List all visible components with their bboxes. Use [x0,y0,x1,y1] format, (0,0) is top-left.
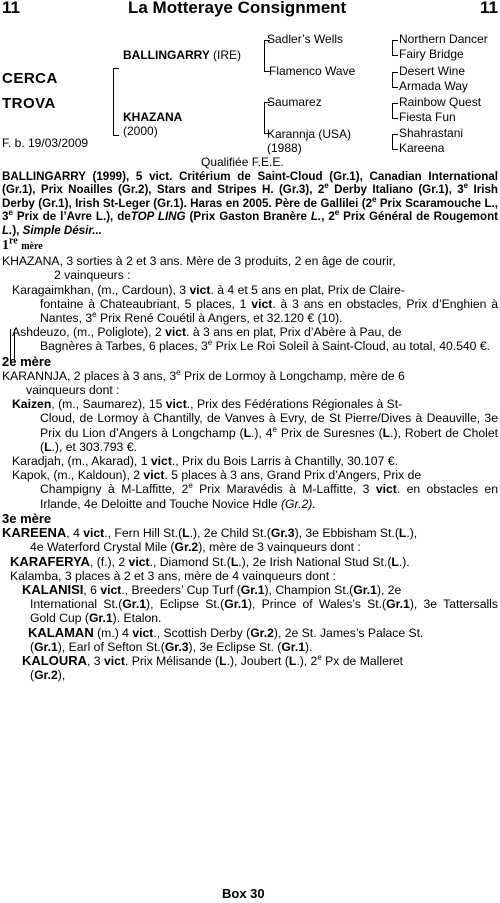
produce-ashdeuzo-cont: Bagnères à Tarbes, 6 places, 3e Prix Le Roi Soleil à Saint-Cloud, au total, 40.540 €. [40,338,491,354]
consignment-title: La Motteraye Consignment [128,0,347,17]
ancestor-sss: Northern Dancer [399,32,488,46]
produce-kaloura-cont: (Gr.2), [30,668,66,683]
produce-karagaimkhan-cont: fontaine à Chateaubriant, 5 places, 1 vict. à 3 ans en obstacles, Prix d’Enghien à Nantes, 3e Prix René Couétil à Angers, et 32.120 € (10). [40,296,499,326]
dam-dam: Karannja (USA) [267,127,352,141]
sire-dam: Flamenco Wave [269,64,356,78]
horse-name-line2: TROVA [2,95,56,112]
second-dam-record-cont: vainqueurs dont : [26,383,120,398]
lot-number-left: 11 [2,0,20,17]
sire-name: BALLINGARRY (IRE) [123,48,242,62]
margin-rule-1 [10,329,11,361]
horse-info: F. b. 19/03/2009 [2,136,89,150]
produce-karaferya: KARAFERYA, (f.), 2 vict., Diamond St.(L.), 2e Irish National Stud St.(L.). [10,553,410,569]
produce-kalanisi: KALANISI, 6 vict., Breeders’ Cup Turf (Gr.1), Champion St.(Gr.1), 2e [22,581,402,597]
bracket-sd [392,72,398,88]
margin-rule-2 [14,329,15,361]
third-dam-record: KAREENA, 4 vict., Fern Hill St.(L.), 2e Child St.(Gr.3), 3e Ebbisham St.(L.), [2,525,418,541]
ancestor-dsd: Fiesta Fun [399,110,456,124]
produce-kaloura: KALOURA, 3 vict. Prix Mélisande (L.), Joubert (L.), 2e Px de Malleret [22,652,404,668]
dam-record: KHAZANA, 3 sorties à 2 et 3 ans. Mère de 3 produits, 2 en âge de courir, [2,254,396,269]
dam-year: (2000) [123,124,158,138]
produce-kaizen: Kaizen, (m., Saumarez), 15 vict., Prix des Fédérations Régionales à St- [12,397,403,412]
produce-karagaimkhan: Karagaimkhan, (m., Cardoun), 3 vict. à 4 et 5 ans en plat, Prix de Claire- [12,282,405,297]
produce-kapok: Kapok, (m., Kaldoun), 2 vict. 5 places à 3 ans, Grand Prix d’Angers, Prix de [12,468,422,483]
produce-ashdeuzo: Ashdeuzo, (m., Poliglote), 2 vict. à 3 ans en plat, Prix d’Abère à Pau, de [12,325,402,340]
sire-record: BALLINGARRY (1999), 5 vict. Critérium de Saint-Cloud (Gr.1), Canadian International (Gr.1), Prix Noailles (Gr.2), Stars and Stripes H. (Gr.3), 2e Derby Italiano (Gr.1), 3e Irish Derby (Gr.1), Irish St-Leger (Gr.1). Haras en 2005. Père de Gallilei (2e Prix Scaramouche L., 3e Prix de l’Avre L.), deTOP LING (Prix Gaston Branère L., 2e Prix Général de Rougemont L.), Simple Désir... [2,170,499,237]
lot-number-right: 11 [480,0,498,17]
sire-sire: Sadler’s Wells [267,32,344,46]
third-dam-record-cont: 4e Waterford Crystal Mile (Gr.2), mère de 3 vainqueurs dont : [30,540,361,555]
catalogue-body [2,170,498,682]
produce-karadjah: Karadjah, (m., Akarad), 1 vict., Prix du Bois Larris à Chantilly, 30.107 €. [12,454,398,469]
dam-record-cont: 2 vainqueurs : [54,268,131,283]
ancestor-sds: Desert Wine [399,64,466,78]
bracket-ds [392,103,398,119]
produce-kalanisi-cont: International St.(Gr.1), Eclipse St.(Gr.1), Prince of Wales’s St.(Gr.1), 3e Tattersalls Gold Cup (Gr.1). Etalon. [30,597,498,626]
ancestor-dss: Rainbow Quest [399,95,482,109]
box-number: Box 30 [222,886,265,901]
section-second-dam: 2e mère [2,353,52,369]
ancestor-dds: Shahrastani [399,126,464,140]
section-first-dam: 1re mère [2,235,43,254]
qualification: Qualifiée F.E.E. [201,155,284,169]
bracket-ss [392,40,398,56]
pedigree-bracket-main [113,68,119,136]
section-third-dam: 3e mère [2,510,52,526]
produce-kalaman: KALAMAN (m.) 4 vict., Scottish Derby (Gr.2), 2e St. James’s Palace St. [28,624,424,640]
horse-name-line1: CERCA [2,70,58,87]
produce-kalaman-cont: (Gr.1), Earl of Sefton St.(Gr.3), 3e Eclipse St. (Gr.1). [30,639,313,654]
second-dam-record: KARANNJA, 2 places à 3 ans, 3e Prix de Lormoy à Longchamp, mère de 6 [2,367,405,383]
ancestor-ssd: Fairy Bridge [399,47,464,61]
dam-dam-year: (1988) [267,141,302,155]
produce-kaizen-cont: Cloud, de Lormoy à Chantilly, de Vanves à Evry, de St Pierre/Dives à Deauville, 3e Prix du Lion d’Angers à Longchamp (L.), 4e Prix de Suresnes (L.), Robert de Cholet (L.), et 303.793 €. [40,411,499,454]
bracket-dd [392,134,398,150]
produce-kapok-cont: Champigny à M-Laffitte, 2e Prix Maravédis à M-Laffitte, 3 vict. en obstacles en Irlande, 4e Deloitte and Touche Novice Hdle (Gr.2). [40,481,498,511]
ancestor-sdd: Armada Way [399,79,468,93]
dam-sire: Saumarez [267,95,322,109]
ancestor-ddd: Kareena [399,141,445,155]
dam-name: KHAZANA [123,110,183,124]
produce-kalamba: Kalamba, 3 places à 2 et 3 ans, mère de 4 vainqueurs dont : [10,568,336,583]
